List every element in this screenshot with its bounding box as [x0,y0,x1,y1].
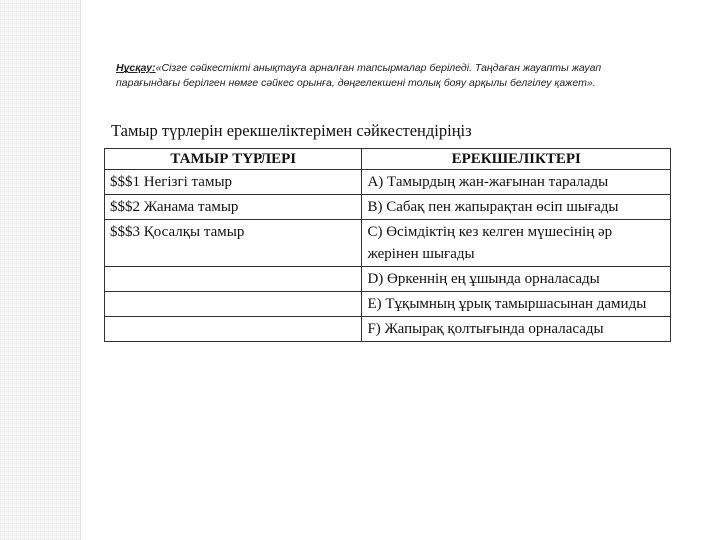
feature-cell: E) Тұқымның ұрық тамыршасынан дамиды [362,292,671,317]
feature-cell: B) Сабақ пен жапырақтан өсіп шығады [362,195,671,220]
instruction-text [116,61,656,91]
decorative-side-strip [0,0,81,540]
feature-cell: F) Жапырақ қолтығында орналасады [362,317,671,342]
header-root-types: ТАМЫР ТҮРЛЕРІ [105,149,362,170]
header-features: ЕРЕКШЕЛІКТЕРІ [362,149,671,170]
table-row [105,317,671,342]
root-type-cell: $$$1 Негізгі тамыр [105,170,362,195]
feature-cell: A) Тамырдың жан-жағынан таралады [362,170,671,195]
empty-cell [105,267,362,292]
table-row [105,195,671,220]
task-heading: Тамыр түрлерін ерекшеліктерімен сәйкестендіріңіз [111,121,472,140]
matching-table [104,148,671,342]
empty-cell [105,317,362,342]
table-row [105,170,671,195]
table-row [105,220,671,267]
instruction-body: «Сізге сәйкестікті анықтауға арналған тапсырмалар беріледі. Таңдаған жауапты жауап парағындағы берілген нөмге сәйкес орынға, дөңгелекшені толық бояу арқылы белгілеу қажет». [116,62,602,89]
table-header-row [105,149,671,170]
instruction-lead: Нұсқау: [116,62,156,74]
root-type-cell: $$$3 Қосалқы тамыр [105,220,362,267]
feature-cell: D) Өркеннің ең ұшында орналасады [362,267,671,292]
table-row [105,292,671,317]
empty-cell [105,292,362,317]
table-row [105,267,671,292]
feature-cell: C) Өсімдіктің кез келген мүшесінің әр жерінен шығады [362,220,671,267]
root-type-cell: $$$2 Жанама тамыр [105,195,362,220]
